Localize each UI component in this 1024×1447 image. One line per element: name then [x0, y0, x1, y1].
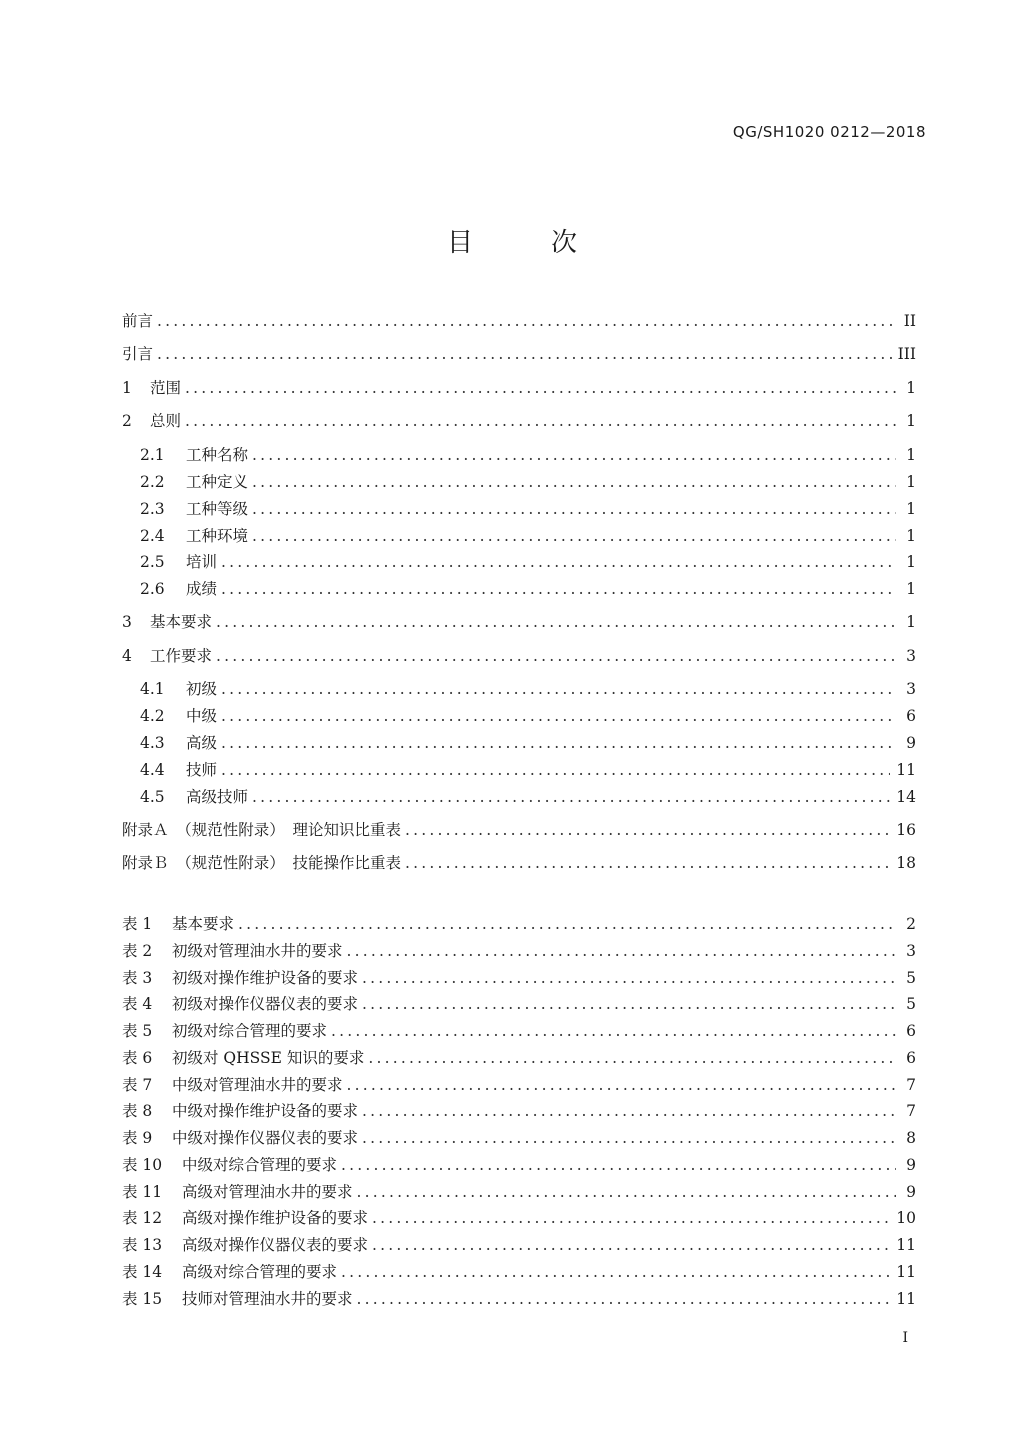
toc-leader-dots [372, 1234, 890, 1256]
table-list-entry[interactable] [122, 1100, 916, 1122]
table-entry-page: 6 [906, 1022, 916, 1040]
table-entry-label: 中级对操作维护设备的要求 [172, 1102, 359, 1120]
toc-entry[interactable] [140, 578, 916, 600]
toc-leader-dots [362, 1127, 896, 1149]
toc-entry-number: 2.2 [140, 473, 165, 491]
table-entry-page: 7 [906, 1102, 916, 1120]
table-list-entry[interactable] [122, 1261, 916, 1283]
table-entry-label: 中级对操作仪器仪表的要求 [172, 1129, 359, 1147]
table-entry-page: 6 [906, 1049, 916, 1067]
table-entry-label: 高级对操作维护设备的要求 [182, 1209, 369, 1227]
table-entry-page: 11 [896, 1236, 916, 1254]
toc-entry-label: 高级 [186, 734, 218, 752]
page-number: I [902, 1330, 908, 1346]
table-entry-page: 7 [906, 1076, 916, 1094]
toc-entry-page: 18 [896, 854, 916, 872]
toc-entry-label: 附录Ｂ （规范性附录） 技能操作比重表 [122, 854, 402, 872]
toc-entry[interactable] [140, 471, 916, 493]
table-entry-label: 高级对操作仪器仪表的要求 [182, 1236, 369, 1254]
table-list-entry[interactable] [122, 1181, 916, 1203]
table-entry-number: 表 8 [122, 1102, 153, 1120]
toc-entry-number: 2.3 [140, 500, 165, 518]
toc-leader-dots [252, 498, 896, 520]
toc-entry-page: 1 [906, 379, 916, 397]
toc-entry-page: III [897, 345, 916, 363]
toc-entry-label: 技师 [186, 761, 218, 779]
table-entry-label: 技师对管理油水井的要求 [182, 1290, 353, 1308]
toc-entry[interactable] [140, 678, 916, 700]
table-list-entry[interactable] [122, 1074, 916, 1096]
toc-leader-dots [216, 611, 896, 633]
table-entry-label: 初级对综合管理的要求 [172, 1022, 328, 1040]
toc-leader-dots [252, 525, 896, 547]
table-entry-label: 中级对综合管理的要求 [182, 1156, 338, 1174]
table-entry-number: 表 7 [122, 1076, 153, 1094]
toc-entry-label: 成绩 [186, 580, 218, 598]
toc-entry[interactable] [140, 732, 916, 754]
toc-entry-label: 初级 [186, 680, 218, 698]
toc-leader-dots [368, 1047, 896, 1069]
toc-entry[interactable] [122, 852, 916, 874]
toc-entry-number: 2.6 [140, 580, 165, 598]
toc-entry-label: 中级 [186, 707, 218, 725]
toc-leader-dots [252, 786, 890, 808]
table-entry-number: 表 10 [122, 1156, 163, 1174]
toc-entry-label: 工作要求 [150, 647, 213, 665]
toc-leader-dots [185, 377, 896, 399]
table-entry-page: 8 [906, 1129, 916, 1147]
toc-entry[interactable] [140, 705, 916, 727]
toc-entry-label: 基本要求 [150, 613, 213, 631]
table-entry-label: 高级对综合管理的要求 [182, 1263, 338, 1281]
toc-entry-page: 11 [896, 761, 916, 779]
toc-entry[interactable] [122, 819, 916, 841]
toc-leader-dots [405, 819, 890, 841]
toc-entry[interactable] [122, 377, 916, 399]
toc-entry-label: 培训 [186, 553, 218, 571]
table-entry-page: 3 [906, 942, 916, 960]
toc-entry-page: 1 [906, 613, 916, 631]
table-entry-number: 表 5 [122, 1022, 153, 1040]
toc-entry-label: 附录Ａ （规范性附录） 理论知识比重表 [122, 821, 402, 839]
toc-leader-dots [221, 705, 896, 727]
toc-entry-number: 1 [122, 379, 132, 397]
table-entry-number: 表 4 [122, 995, 153, 1013]
toc-leader-dots [252, 444, 896, 466]
toc-leader-dots [185, 410, 896, 432]
toc-entry-number: 2.5 [140, 553, 165, 571]
toc-entry-number: 4 [122, 647, 132, 665]
toc-entry-number: 4.4 [140, 761, 165, 779]
toc-leader-dots [252, 471, 896, 493]
toc-entry-page: 16 [896, 821, 916, 839]
table-entry-number: 表 12 [122, 1209, 163, 1227]
toc-leader-dots [362, 993, 896, 1015]
toc-entry-label: 高级技师 [186, 788, 249, 806]
toc-entry-page: 1 [906, 580, 916, 598]
toc-entry[interactable] [140, 525, 916, 547]
toc-entry-number: 3 [122, 613, 132, 631]
table-list-entry[interactable] [122, 1288, 916, 1310]
table-entry-page: 9 [906, 1156, 916, 1174]
toc-entry[interactable] [140, 444, 916, 466]
table-entry-number: 表 6 [122, 1049, 153, 1067]
table-list-entry[interactable] [122, 1020, 916, 1042]
toc-entry-label: 工种等级 [186, 500, 249, 518]
toc-entry-page: 1 [906, 527, 916, 545]
toc-entry-page: 14 [896, 788, 916, 806]
toc-entry-number: 4.2 [140, 707, 165, 725]
toc-leader-dots [347, 1074, 896, 1096]
toc-entry-page: 1 [906, 446, 916, 464]
toc-entry-label: 前言 [122, 312, 154, 330]
toc-entry[interactable] [140, 786, 916, 808]
table-entry-page: 10 [896, 1209, 916, 1227]
toc-entry[interactable] [122, 410, 916, 432]
table-list-entry[interactable] [122, 1047, 916, 1069]
table-entry-number: 表 11 [122, 1183, 163, 1201]
toc-entry-page: 1 [906, 473, 916, 491]
toc-leader-dots [157, 310, 896, 332]
table-entry-page: 9 [906, 1183, 916, 1201]
toc-entry-number: 2.1 [140, 446, 165, 464]
toc-leader-dots [362, 1100, 896, 1122]
table-list-entry[interactable] [122, 1234, 916, 1256]
toc-entry[interactable] [122, 645, 916, 667]
table-entry-label: 基本要求 [172, 915, 235, 933]
toc-entry[interactable] [140, 498, 916, 520]
toc-leader-dots [221, 732, 896, 754]
table-entry-number: 表 15 [122, 1290, 163, 1308]
toc-entry-page: 9 [906, 734, 916, 752]
toc-entry-page: 6 [906, 707, 916, 725]
toc-entry-label: 引言 [122, 345, 154, 363]
page-title: 目 次 [446, 228, 603, 258]
table-entry-page: 5 [906, 969, 916, 987]
table-entry-page: 11 [896, 1263, 916, 1281]
toc-leader-dots [221, 678, 896, 700]
toc-leader-dots [221, 551, 896, 573]
toc-entry-page: 3 [906, 680, 916, 698]
toc-entry[interactable] [122, 611, 916, 633]
document-code: QG/SH1020 0212—2018 [732, 123, 926, 141]
table-entry-number: 表 13 [122, 1236, 163, 1254]
table-entry-page: 11 [896, 1290, 916, 1308]
toc-entry-label: 工种环境 [186, 527, 249, 545]
table-list-entry[interactable] [122, 940, 916, 962]
toc-entry[interactable] [140, 551, 916, 573]
toc-leader-dots [341, 1261, 890, 1283]
table-list-entry[interactable] [122, 1127, 916, 1149]
toc-leader-dots [405, 852, 890, 874]
toc-leader-dots [347, 940, 896, 962]
toc-leader-dots [357, 1288, 891, 1310]
toc-entry-page: 3 [906, 647, 916, 665]
table-entry-page: 5 [906, 995, 916, 1013]
toc-leader-dots [238, 913, 896, 935]
toc-entry-label: 总则 [150, 412, 182, 430]
toc-entry-number: 4.1 [140, 680, 165, 698]
toc-entry[interactable] [122, 310, 916, 332]
toc-entry-number: 4.5 [140, 788, 165, 806]
table-entry-label: 初级对操作仪器仪表的要求 [172, 995, 359, 1013]
toc-entry-number: 2.4 [140, 527, 165, 545]
table-entry-label: 高级对管理油水井的要求 [182, 1183, 353, 1201]
table-list-entry[interactable] [122, 967, 916, 989]
table-list-entry[interactable] [122, 913, 916, 935]
table-entry-number: 表 9 [122, 1129, 153, 1147]
toc-leader-dots [157, 343, 892, 365]
toc-entry-page: II [903, 312, 916, 330]
toc-entry-page: 1 [906, 553, 916, 571]
toc-leader-dots [357, 1181, 896, 1203]
toc-leader-dots [221, 578, 896, 600]
table-entry-number: 表 2 [122, 942, 153, 960]
toc-leader-dots [341, 1154, 896, 1176]
table-entry-number: 表 14 [122, 1263, 163, 1281]
toc-entry-label: 工种名称 [186, 446, 249, 464]
table-entry-label: 初级对操作维护设备的要求 [172, 969, 359, 987]
toc-entry-page: 1 [906, 412, 916, 430]
toc-entry[interactable] [122, 343, 916, 365]
toc-entry-page: 1 [906, 500, 916, 518]
table-entry-number: 表 1 [122, 915, 153, 933]
table-list-entry[interactable] [122, 1207, 916, 1229]
table-entry-number: 表 3 [122, 969, 153, 987]
table-entry-page: 2 [906, 915, 916, 933]
table-list-entry[interactable] [122, 993, 916, 1015]
toc-leader-dots [362, 967, 896, 989]
toc-entry-label: 范围 [150, 379, 182, 397]
toc-leader-dots [221, 759, 890, 781]
toc-leader-dots [216, 645, 896, 667]
toc-entry-number: 4.3 [140, 734, 165, 752]
table-list-entry[interactable] [122, 1154, 916, 1176]
toc-leader-dots [331, 1020, 896, 1042]
toc-entry[interactable] [140, 759, 916, 781]
toc-entry-label: 工种定义 [186, 473, 249, 491]
toc-leader-dots [372, 1207, 890, 1229]
toc-entry-number: 2 [122, 412, 132, 430]
table-entry-label: 中级对管理油水井的要求 [172, 1076, 343, 1094]
table-entry-label: 初级对管理油水井的要求 [172, 942, 343, 960]
table-entry-label: 初级对 QHSSE 知识的要求 [172, 1049, 365, 1067]
